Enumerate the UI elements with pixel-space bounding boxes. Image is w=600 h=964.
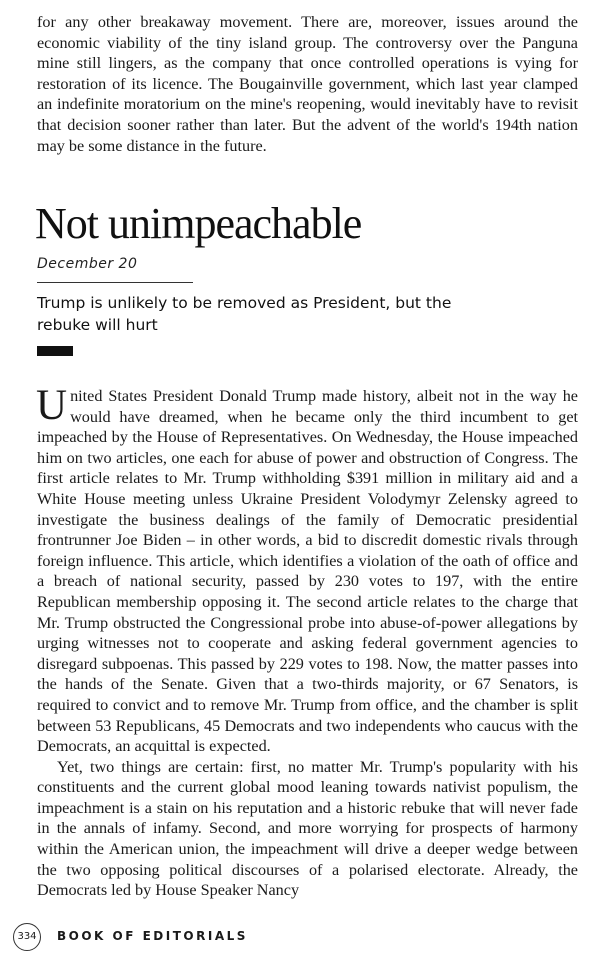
body-paragraph-2: Yet, two things are certain: first, no matter Mr. Trump's popularity with his constituents and the current global mood leaning towards nativist populism, the impeachment is a stain on his reputation and a historic rebuke that will never fade in the annals of infamy. Second, and more worrying for prospects of harmony within the American union, the impeachment will drive a deeper wedge between the two opposing political discourses of a polarised electorate. Already, the Democrats led by House Speaker Nancy [37, 757, 578, 900]
editorial-subtitle: Trump is unlikely to be removed as President, but the rebuke will hurt [37, 294, 452, 334]
section-marker-bar [37, 346, 73, 356]
book-title: BOOK OF EDITORIALS [57, 929, 248, 943]
drop-cap: U [36, 382, 68, 429]
editorial-date: December 20 [37, 256, 138, 272]
lead-paragraph: for any other breakaway movement. There are, moreover, issues around the economic viability of the tiny island group. The controversy over the Panguna mine still lingers, as the company that once controlled operations is vying for restoration of its licence. The Bougainville government, which last year clamped an indefinite moratorium on the mine's reopening, would inevitably have to revisit that decision sooner rather than later. But the advent of the world's 194th nation may be some distance in the future. [37, 13, 578, 155]
body-paragraph-1 [36, 382, 578, 757]
body-paragraph-1-text: nited States President Donald Trump made history, albeit not in the way he would have dreamed, when he became only the third incumbent to get impeached by the House of Representatives. On Wednesday, the House impeached him on two articles, one each for abuse of power and obstruction of Congress. The first article relates to Mr. Trump withholding $391 million in military aid and a White House meeting unless Ukraine President Volodymyr Zelensky agreed to investigate the business dealings of the family of Democratic presidential frontrunner Joe Biden – in other words, a bid to discredit domestic rivals through foreign influence. This article, which identifies a violation of the oath of office and a breach of national security, passed by 230 votes to 197, with the entire Republican membership opposing it. The second article relates to the charge that Mr. Trump obstructed the Congressional probe into abuse-of-power allegations by urging witnesses not to cooperate and asking federal government agencies to disregard subpoenas. This passed by 229 votes to 198. Now, the matter passes into the hands of the Senate. Given that a two-thirds majority, or 67 Senators, is required to convict and to remove Mr. Trump from office, and the chamber is split between 53 Republicans, 45 Democrats and two independents who caucus with the Democrats, an acquittal is expected. [37, 387, 578, 756]
editorial-title: Not unimpeachable [35, 199, 362, 248]
date-separator-line [37, 282, 193, 283]
lead-paragraph-block [37, 12, 578, 156]
page-number-badge: 334 [13, 923, 41, 951]
editorial-body [36, 382, 578, 901]
